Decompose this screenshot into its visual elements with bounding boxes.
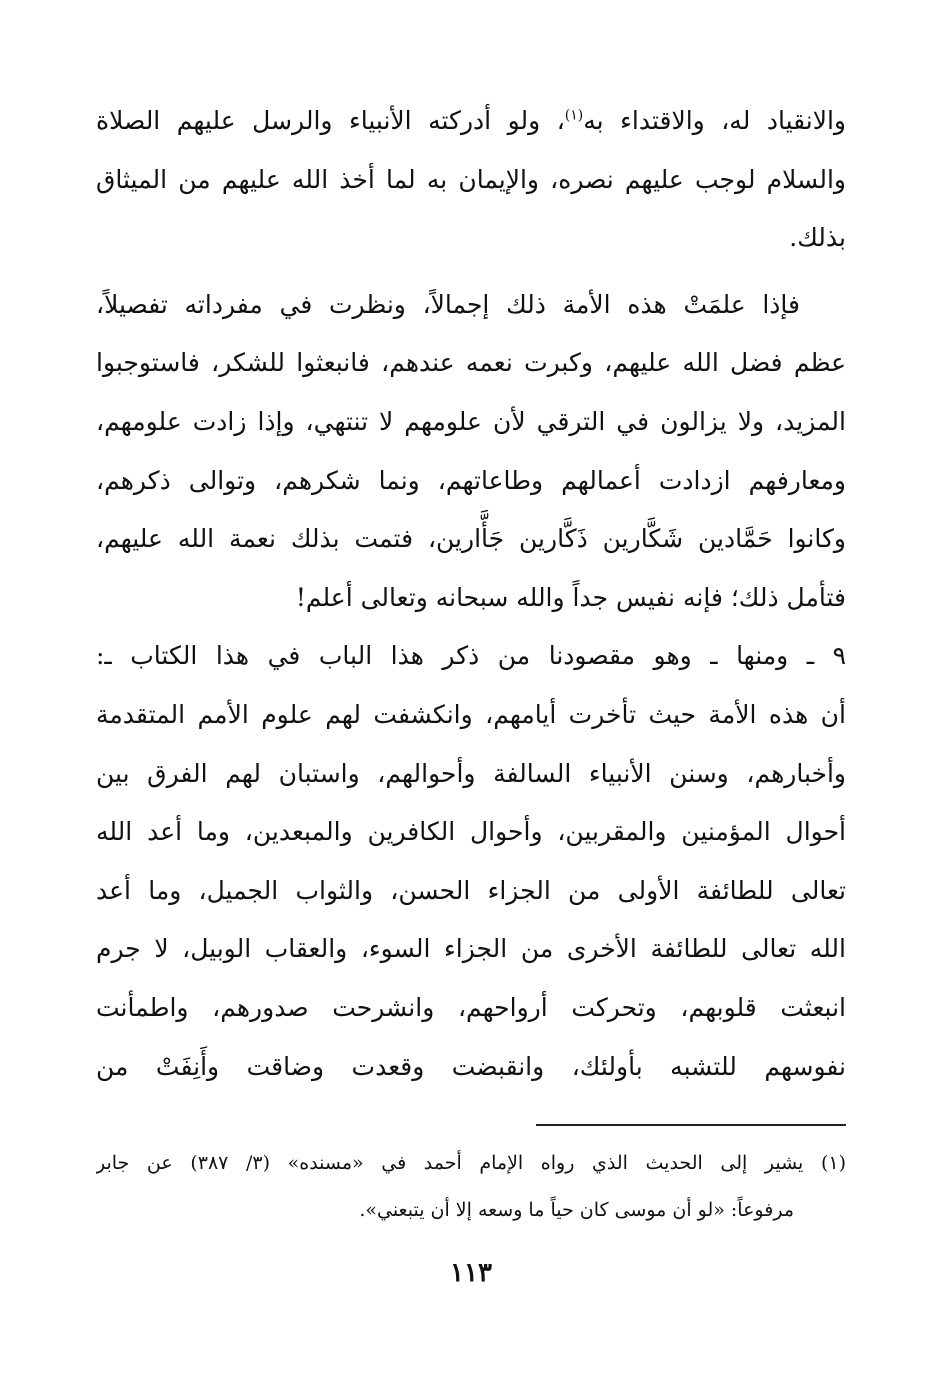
footnotes: [96, 1140, 846, 1234]
page-number: ١١٣: [450, 1258, 492, 1288]
paragraph-2-line-3: المزيد، ولا يزالون في الترقي لأن علومهم لا تنتهي، وإذا زادت علومهم،: [96, 406, 846, 436]
footnote-reference-marker[interactable]: (١): [564, 107, 584, 124]
paragraph-3-line-8: نفوسهم للتشبه بأولئك، وانقبضت وقعدت وضاقت وأَنِفَتْ من: [96, 1051, 846, 1081]
paragraph-3-line-7: انبعثت قلوبهم، وتحركت أرواحهم، وانشرحت صدورهم، واطمأنت: [96, 992, 846, 1022]
paragraph-2-line-2: عظم فضل الله عليهم، وكبرت نعمه عندهم، فانبعثوا للشكر، فاستوجبوا: [96, 348, 846, 378]
paragraph-3-line-1: ٩ ـ ومنها ـ وهو مقصودنا من ذكر هذا الباب في هذا الكتاب ـ:: [96, 641, 846, 671]
paragraph-1-line-1-end: ، ولو أدركته الأنبياء والرسل عليهم الصلاة: [96, 106, 565, 135]
paragraph-1-line-3: بذلك.: [789, 223, 846, 253]
paragraph-3-line-4: أحوال المؤمنين والمقربين، وأحوال الكافرين والمبعدين، وما أعد الله: [96, 817, 846, 847]
footnote-1-line-2: مرفوعاً: «لو أن موسى كان حياً ما وسعه إلا أن يتبعني».: [359, 1199, 794, 1221]
paragraph-2-line-6: فتأمل ذلك؛ فإنه نفيس جداً والله سبحانه وتعالى أعلم!: [295, 582, 846, 612]
paragraph-3-line-6: الله تعالى للطائفة الأخرى من الجزاء السوء، والعقاب الوبيل، لا جرم: [96, 934, 846, 964]
paragraph-gap: [96, 268, 846, 276]
paragraph-3-line-2: أن هذه الأمة حيث تأخرت أيامهم، وانكشفت لهم علوم الأمم المتقدمة: [96, 699, 846, 729]
paragraph-3-line-5: تعالى للطائفة الأولى من الجزاء الحسن، والثواب الجميل، وما أعد: [96, 875, 846, 905]
footnote-separator: [536, 1124, 846, 1126]
paragraph-1-line-1-start: والانقياد له، والاقتداء به: [583, 106, 846, 135]
paragraph-2-line-5: وكانوا حَمَّادين شَكَّارين ذَكَّارين جَأَّارين، فتمت بذلك نعمة الله عليهم،: [96, 524, 846, 554]
main-text: [96, 92, 846, 1096]
paragraph-2-line-1: فإذا علمَتْ هذه الأمة ذلك إجمالاً، ونظرت في مفرداته تفصيلاً،: [96, 289, 800, 319]
paragraph-2-line-4: ومعارفهم ازدادت أعمالهم وطاعاتهم، ونما شكرهم، وتوالى ذكرهم،: [96, 465, 846, 495]
footnote-1-line-1: (١) يشير إلى الحديث الذي رواه الإمام أحمد في «مسنده» (٣/ ٣٨٧) عن جابر: [96, 1152, 846, 1174]
paragraph-1-line-1: [96, 92, 846, 151]
paragraph-1-line-2: والسلام لوجب عليهم نصره، والإيمان به لما أخذ الله عليهم من الميثاق: [96, 164, 846, 194]
paragraph-3-line-3: وأخبارهم، وسنن الأنبياء السالفة وأحوالهم، واستبان لهم الفرق بين: [96, 758, 846, 788]
